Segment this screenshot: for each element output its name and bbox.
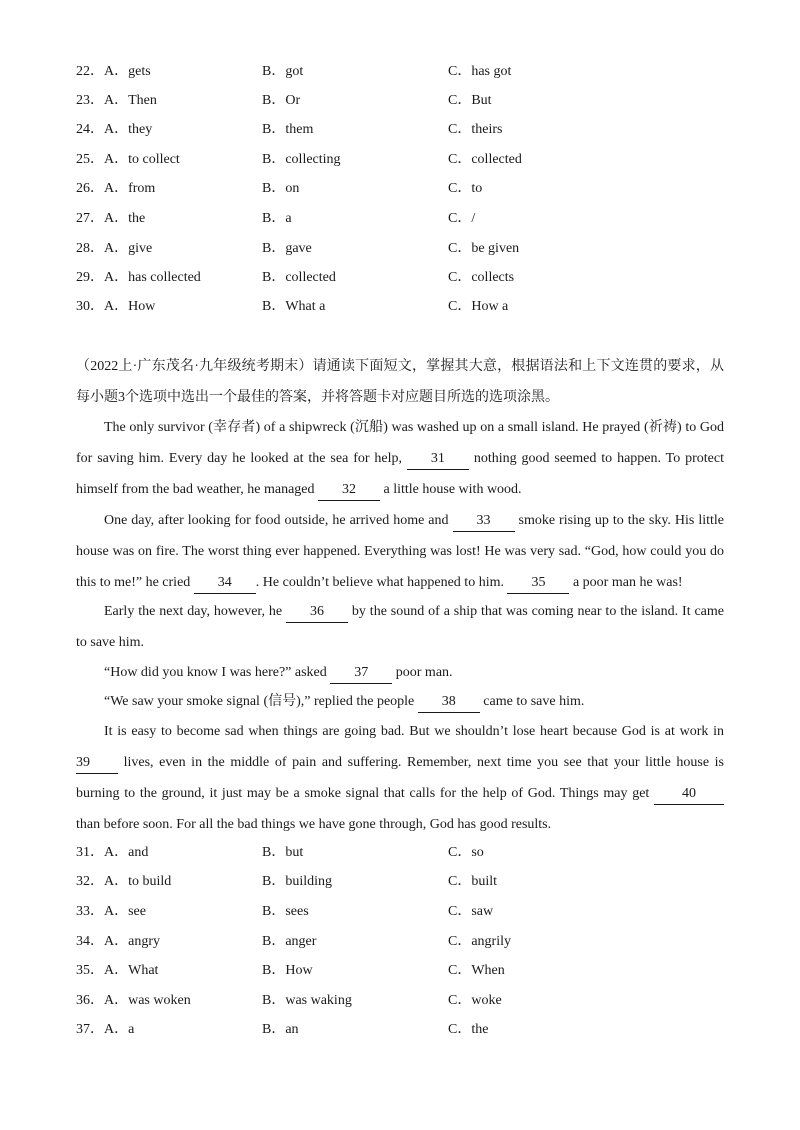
passage-paragraph [76, 716, 724, 840]
option-b: B．a [262, 211, 292, 226]
option-b: B．anger [262, 934, 317, 949]
option-b: B．but [262, 845, 304, 860]
question-number: 35． [76, 963, 104, 978]
passage-paragraph [76, 596, 724, 658]
blank-40: 40 [654, 784, 724, 805]
option-c: C．angrily [448, 934, 511, 949]
passage-text: smoke rising up to the sky. His little house was on fire. The worst thing ever happened. Everything was lost! He was very sad. “God, how could you do this to me!” he cried [76, 513, 724, 590]
question-number: 22． [76, 64, 104, 79]
question-number: 24． [76, 122, 104, 137]
blank-36: 36 [286, 602, 348, 623]
option-b: B．on [262, 181, 300, 196]
option-c: C．so [448, 845, 484, 860]
question-number: 25． [76, 152, 104, 167]
option-c: C．built [448, 874, 498, 889]
blank-37: 37 [330, 663, 392, 684]
question-number: 28． [76, 241, 104, 256]
passage-text: by the sound of a ship that was coming near to the island. It came to save him. [76, 604, 725, 650]
option-c: C．woke [448, 993, 502, 1008]
option-a: A．was woken [104, 993, 191, 1008]
option-a: A．What [104, 963, 159, 978]
option-c: C．When [448, 963, 505, 978]
question-number: 37． [76, 1022, 104, 1037]
passage-text: a poor man he was! [569, 575, 683, 590]
option-b: B．What a [262, 299, 326, 314]
question-number: 23． [76, 93, 104, 108]
option-c: C．theirs [448, 122, 503, 137]
option-a: A．gets [104, 64, 151, 79]
option-a: A．a [104, 1022, 135, 1037]
blank-32: 32 [318, 480, 380, 501]
passage-text: poor man. [392, 665, 453, 680]
option-b: B．sees [262, 904, 309, 919]
option-b: B．How [262, 963, 313, 978]
question-number: 32． [76, 874, 104, 889]
passage-paragraph [76, 686, 724, 717]
blank-38: 38 [418, 692, 480, 713]
blank-31: 31 [407, 449, 469, 470]
passage-text: It is easy to become sad when things are going bad. But we shouldn’t lose heart because God is at work in [104, 724, 724, 739]
passage-paragraph [76, 657, 724, 688]
option-c: C．collected [448, 152, 522, 167]
passage-text: came to save him. [479, 694, 585, 709]
passage-text: than before soon. For all the bad things we have gone through, God has good results. [76, 817, 552, 832]
option-b: B．gave [262, 241, 312, 256]
question-number: 27． [76, 211, 104, 226]
passage-paragraph [76, 412, 724, 505]
passage-text: . He couldn’t believe what happened to him. [255, 575, 508, 590]
passage-text: One day, after looking for food outside, he arrived home and [104, 513, 453, 528]
option-a: A．the [104, 211, 146, 226]
option-c: C．saw [448, 904, 494, 919]
blank-33: 33 [453, 511, 515, 532]
option-a: A．to build [104, 874, 172, 889]
passage-paragraph [76, 505, 724, 598]
passage-text: Early the next day, however, he [104, 604, 287, 619]
option-c: C．be given [448, 241, 520, 256]
option-a: A．they [104, 122, 153, 137]
blank-34: 34 [194, 573, 256, 594]
passage-text: “How did you know I was here?” asked [104, 665, 331, 680]
option-b: B．them [262, 122, 314, 137]
passage-text: nothing good seemed to happen. To protect himself from the bad weather, he managed [76, 451, 724, 497]
question-number: 33． [76, 904, 104, 919]
blank-39: 39 [76, 753, 118, 774]
passage-text: a little house with wood. [380, 482, 522, 497]
section-instructions: （2022上·广东茂名·九年级统考期末）请通读下面短文，掌握其大意，根据语法和上下文连贯的要求，从每小题3个选项中选出一个最佳的答案，并将答题卡对应题目所选的选项涂黑。 [76, 359, 724, 405]
option-a: A．angry [104, 934, 160, 949]
passage-text: The only survivor (幸存者) of a shipwreck (沉船) was washed up on a small island. He prayed (祈祷) to God for saving him. Every day he looked at the sea for help, [76, 420, 724, 466]
option-a: A．give [104, 241, 153, 256]
option-a: A．has collected [104, 270, 201, 285]
option-b: B．collected [262, 270, 336, 285]
option-c: C．How a [448, 299, 509, 314]
option-c: C．the [448, 1022, 489, 1037]
question-number: 31． [76, 845, 104, 860]
option-a: A．to collect [104, 152, 180, 167]
option-c: C．to [448, 181, 483, 196]
passage-text: “We saw your smoke signal (信号),” replied the people [104, 694, 418, 709]
option-b: B．collecting [262, 152, 341, 167]
option-a: A．from [104, 181, 156, 196]
option-c: C．/ [448, 211, 476, 226]
option-b: B．an [262, 1022, 299, 1037]
passage-text: lives, even in the middle of pain and suffering. Remember, next time you see that your little house is burning to the ground, it just may be a smoke signal that calls for the help of God. Things may get [76, 755, 724, 801]
option-c: C．collects [448, 270, 515, 285]
option-c: C．has got [448, 64, 512, 79]
option-b: B．got [262, 64, 304, 79]
option-b: B．was waking [262, 993, 352, 1008]
option-a: A．and [104, 845, 149, 860]
option-b: B．Or [262, 93, 301, 108]
question-number: 36． [76, 993, 104, 1008]
option-a: A．Then [104, 93, 157, 108]
question-number: 29． [76, 270, 104, 285]
option-b: B．building [262, 874, 333, 889]
option-c: C．But [448, 93, 492, 108]
question-number: 34． [76, 934, 104, 949]
question-number: 30． [76, 299, 104, 314]
option-a: A．see [104, 904, 146, 919]
option-a: A．How [104, 299, 156, 314]
question-number: 26． [76, 181, 104, 196]
blank-35: 35 [507, 573, 569, 594]
